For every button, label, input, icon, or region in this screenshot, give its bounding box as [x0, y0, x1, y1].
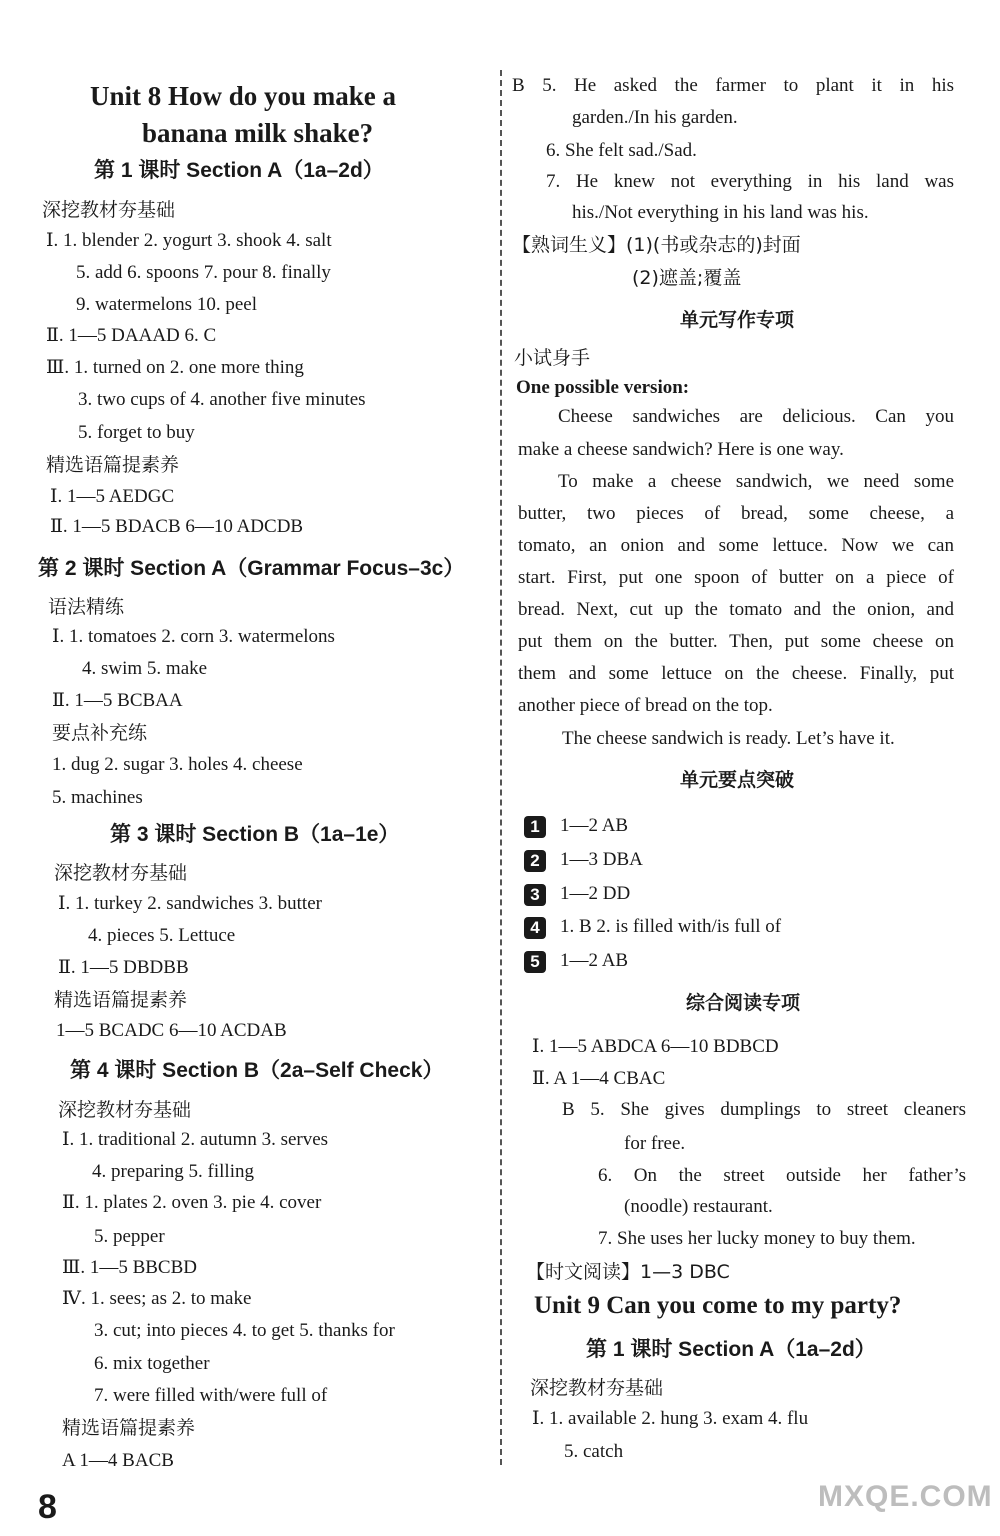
unit9-heading-basics: 深挖教材夯基础: [530, 1377, 664, 1399]
essay-line: make a cheese sandwich? Here is one way.: [518, 439, 844, 460]
period4-title: 第 4 课时 Section B（2a–Self Check）: [70, 1059, 444, 1082]
unit9-title: Unit 9 Can you come to my party?: [534, 1292, 902, 1319]
period1-heading-basics: 深挖教材夯基础: [42, 199, 176, 221]
number-badge: 2: [524, 850, 546, 872]
key-item: 2 1—3 DBA: [524, 847, 643, 873]
answer-line: Ⅱ. 1. plates 2. oven 3. pie 4. cover: [62, 1192, 322, 1213]
answer-line: (noodle) restaurant.: [624, 1196, 773, 1217]
answer-line: Ⅱ. 1—5 BCBAA: [52, 690, 183, 711]
writing-heading: 小试身手: [514, 347, 591, 369]
answer-line: 6. She felt sad./Sad.: [546, 140, 697, 161]
answer-line: Ⅱ. 1—5 DBDBB: [58, 957, 189, 978]
answer-line: 5. add 6. spoons 7. pour 8. finally: [76, 262, 331, 283]
key-item: 5 1—2 AB: [524, 948, 628, 974]
essay-line: The cheese sandwich is ready. Let’s have it.: [562, 728, 895, 749]
answer-line: Ⅰ. 1. blender 2. yogurt 3. shook 4. salt: [46, 230, 332, 251]
answer-line: B 5. She gives dumplings to street cleaners: [562, 1099, 966, 1120]
answer-line: garden./In his garden.: [572, 107, 738, 128]
number-badge: 1: [524, 816, 546, 838]
answer-line: Ⅱ. 1—5 DAAAD 6. C: [46, 325, 217, 346]
answer-line: 4. swim 5. make: [82, 658, 208, 679]
number-badge: 5: [524, 951, 546, 973]
essay-line: put them on the butter. Then, put some cheese on: [518, 631, 954, 652]
answer-line: 5. machines: [52, 787, 143, 808]
answer-line: 7. She uses her lucky money to buy them.: [598, 1228, 916, 1249]
period2-heading-grammar: 语法精练: [48, 596, 125, 618]
period3-title: 第 3 课时 Section B（1a–1e）: [110, 823, 400, 846]
answer-line: for free.: [624, 1133, 686, 1154]
writing-section-title: 单元写作专项: [679, 309, 794, 331]
current-affairs-reading: 【时文阅读】1—3 DBC: [526, 1261, 730, 1283]
number-badge: 3: [524, 884, 546, 906]
answer-line: 5. forget to buy: [78, 422, 195, 443]
unit9-period1-title: 第 1 课时 Section A（1a–2d）: [586, 1338, 876, 1361]
writing-version-label: One possible version:: [516, 377, 690, 398]
answer-line: A 1—4 BACB: [62, 1450, 174, 1471]
essay-line: bread. Next, cut up the tomato and the onion, and: [518, 599, 954, 620]
key-item: 1 1—2 AB: [524, 813, 628, 839]
period3-heading-basics: 深挖教材夯基础: [54, 862, 188, 884]
reading-section-title: 综合阅读专项: [685, 992, 800, 1014]
answer-line: his./Not everything in his land was his.: [572, 202, 869, 223]
column-divider: [500, 70, 502, 1465]
watermark: MXQE.COM: [818, 1480, 993, 1513]
unit8-title-line2: banana milk shake?: [142, 118, 374, 148]
answer-line: 7. were filled with/were full of: [94, 1385, 328, 1406]
essay-line: Cheese sandwiches are delicious. Can you: [558, 406, 954, 427]
answer-line: 7. He knew not everything in his land was: [546, 171, 954, 192]
answer-line: 4. preparing 5. filling: [92, 1161, 254, 1182]
answer-line: 1—5 BCADC 6—10 ACDAB: [56, 1020, 287, 1041]
page-number: 8: [38, 1488, 57, 1526]
answer-line: 1. dug 2. sugar 3. holes 4. cheese: [52, 754, 303, 775]
key-item: 4 1. B 2. is filled with/is full of: [524, 914, 781, 940]
answer-line: 3. two cups of 4. another five minutes: [78, 389, 366, 410]
answer-line: Ⅰ. 1—5 ABDCA 6—10 BDBCD: [532, 1036, 779, 1057]
answer-line: 5. catch: [564, 1441, 624, 1462]
number-badge: 4: [524, 917, 546, 939]
period2-title: 第 2 课时 Section A（Grammar Focus–3c）: [38, 557, 465, 580]
essay-line: tomato, an onion and some lettuce. Now we can: [518, 535, 954, 556]
answer-line: 6. On the street outside her father’s: [598, 1165, 966, 1186]
key-item: 3 1—2 DD: [524, 881, 630, 907]
essay-line: To make a cheese sandwich, we need some: [558, 471, 954, 492]
period1-title: 第 1 课时 Section A（1a–2d）: [94, 159, 384, 182]
answer-line: Ⅰ. 1. tomatoes 2. corn 3. watermelons: [52, 626, 335, 647]
key-points-title: 单元要点突破: [679, 769, 794, 791]
answer-line: 4. pieces 5. Lettuce: [88, 925, 236, 946]
answer-line: 5. pepper: [94, 1226, 165, 1247]
essay-line: another piece of bread on the top.: [518, 695, 773, 716]
period2-heading-supplement: 要点补充练: [52, 722, 148, 744]
unit8-title-line1: Unit 8 How do you make a: [90, 81, 397, 111]
answer-line: Ⅰ. 1. turkey 2. sandwiches 3. butter: [58, 893, 322, 914]
answer-line: 3. cut; into pieces 4. to get 5. thanks for: [94, 1320, 395, 1341]
answer-line: Ⅰ. 1. available 2. hung 3. exam 4. flu: [532, 1408, 809, 1429]
answer-line: Ⅱ. A 1—4 CBAC: [532, 1068, 666, 1089]
familiar-word-new-meaning: 【熟词生义】(1)(书或杂志的)封面: [512, 234, 801, 256]
period4-heading-basics: 深挖教材夯基础: [58, 1099, 192, 1121]
period3-heading-reading: 精选语篇提素养: [54, 989, 188, 1011]
answer-line: Ⅰ. 1. traditional 2. autumn 3. serves: [62, 1129, 329, 1150]
answer-line: Ⅳ. 1. sees; as 2. to make: [62, 1288, 252, 1309]
period1-heading-reading: 精选语篇提素养: [46, 454, 180, 476]
familiar-word-meaning-2: (2)遮盖;覆盖: [632, 267, 742, 289]
answer-line: B 5. He asked the farmer to plant it in his: [512, 75, 954, 96]
answer-line: 9. watermelons 10. peel: [76, 294, 257, 315]
essay-line: butter, two pieces of bread, some cheese, a: [518, 503, 954, 524]
answer-line: Ⅱ. 1—5 BDACB 6—10 ADCDB: [50, 516, 304, 537]
essay-line: them and some lettuce on the cheese. Finally, put: [518, 663, 954, 684]
period4-heading-reading: 精选语篇提素养: [62, 1417, 196, 1439]
answer-line: Ⅲ. 1. turned on 2. one more thing: [46, 357, 304, 378]
essay-line: start. First, put one spoon of butter on a piece of: [518, 567, 954, 588]
answer-line: Ⅰ. 1—5 AEDGC: [50, 486, 175, 507]
answer-line: Ⅲ. 1—5 BBCBD: [62, 1257, 197, 1278]
answer-line: 6. mix together: [94, 1353, 210, 1374]
